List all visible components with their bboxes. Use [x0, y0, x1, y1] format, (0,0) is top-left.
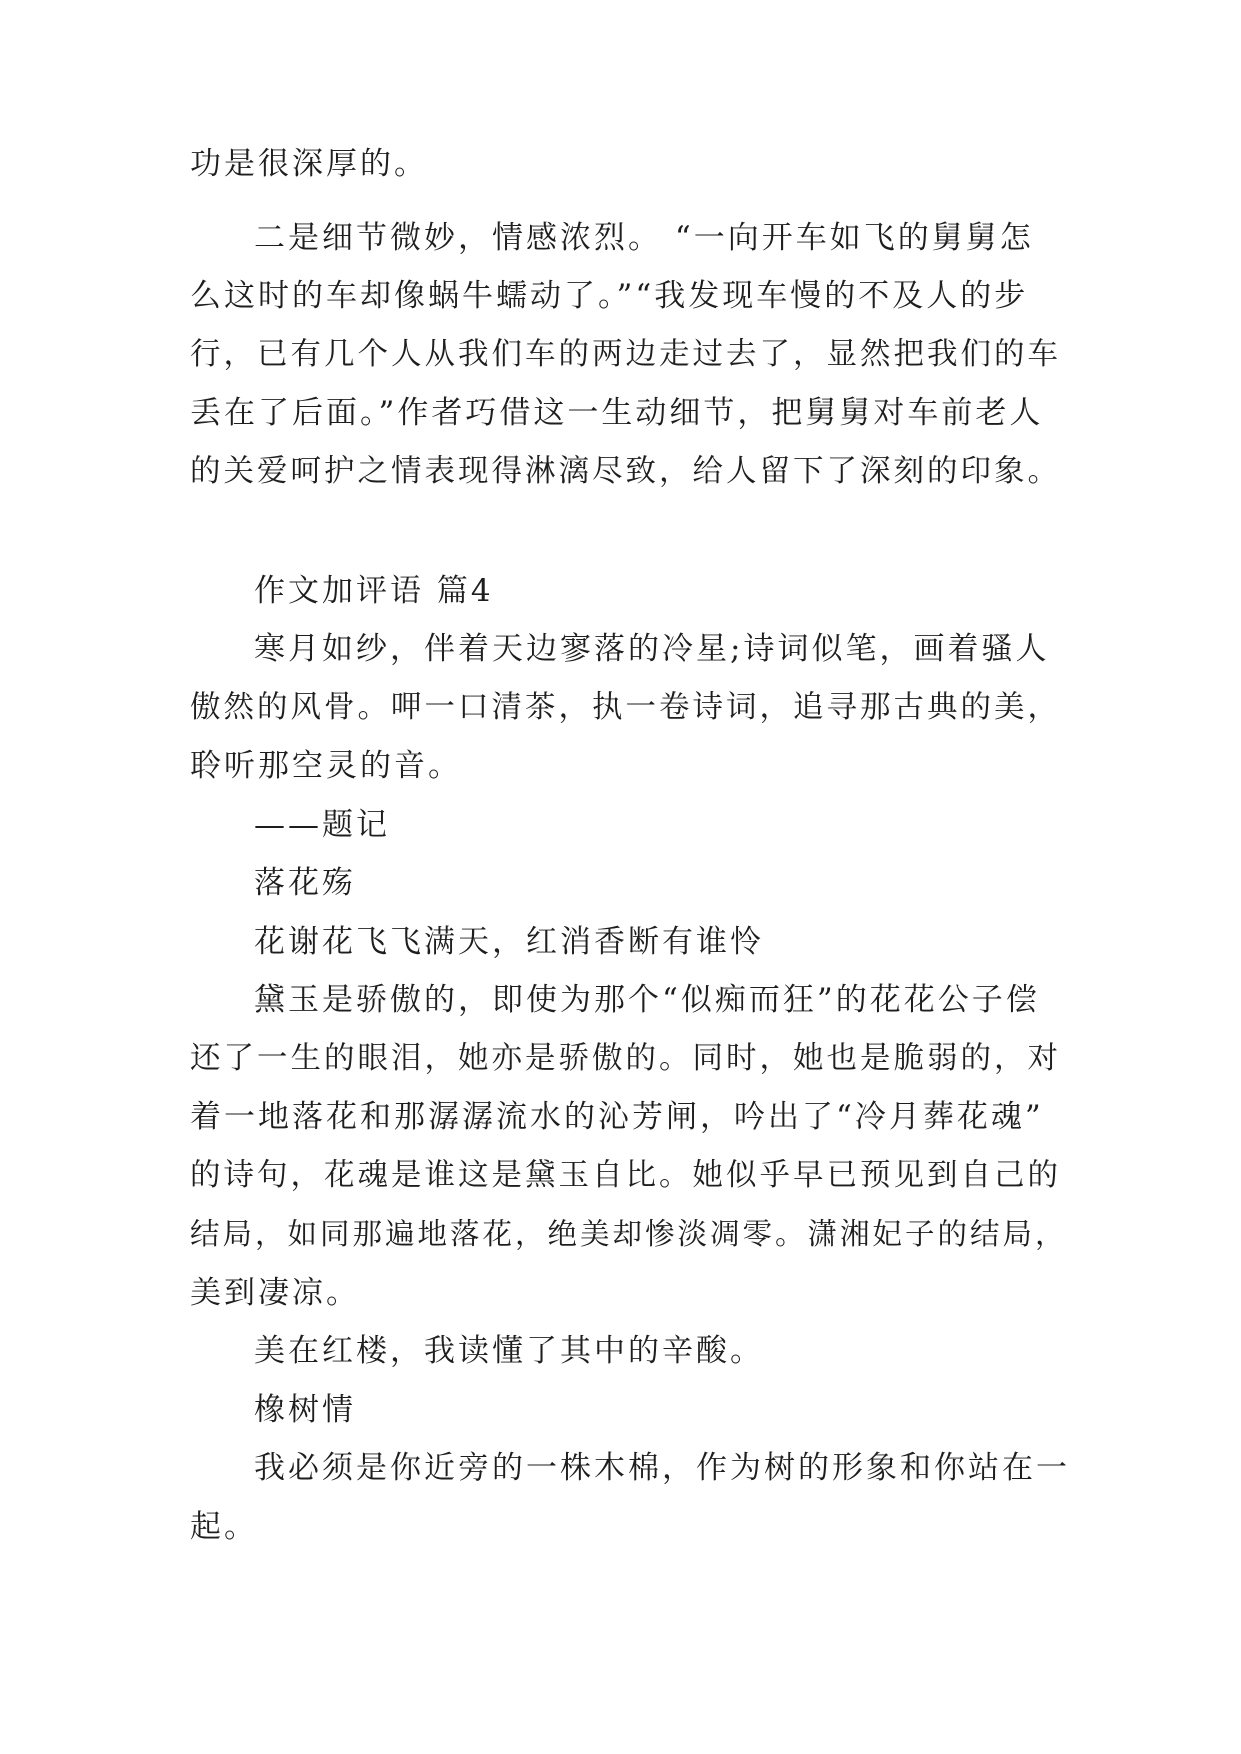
paragraph-line: 傲然的风骨。呷一口清茶，执一卷诗词，追寻那古典的美， [190, 690, 1061, 725]
paragraph-line: 功是很深厚的。 [190, 146, 428, 182]
paragraph-line: 着一地落花和那潺潺流水的沁芳闸，吟出了“冷月葬花魂” [190, 1099, 1044, 1135]
section-heading: 作文加评语 篇4 [254, 573, 494, 609]
paragraph-line: 还了一生的眼泪，她亦是骄傲的。同时，她也是脆弱的，对 [190, 1041, 1061, 1076]
subheading: 橡树情 [254, 1392, 356, 1428]
paragraph-line: 行，已有几个人从我们车的两边走过去了，显然把我们的车 [190, 337, 1061, 372]
paragraph-line: 黛玉是骄傲的，即使为那个“似痴而狂”的花花公子偿 [254, 982, 1040, 1018]
paragraph-line: 结局，如同那遍地落花，绝美却惨淡凋零。潇湘妃子的结局， [190, 1217, 1068, 1251]
paragraph-line: 起。 [190, 1509, 258, 1545]
paragraph-line: 我必须是你近旁的一株木棉，作为树的形象和你站在一 [254, 1450, 1070, 1486]
paragraph-line: 寒月如纱，伴着天边寥落的冷星;诗词似笔，画着骚人 [254, 631, 1050, 667]
paragraph-line: 的诗句，花魂是谁这是黛玉自比。她似乎早已预见到自己的 [190, 1158, 1061, 1193]
paragraph-line: 二是细节微妙，情感浓烈。 “一向开车如飞的舅舅怎 [254, 220, 1034, 256]
paragraph-line: 的关爱呵护之情表现得淋漓尽致，给人留下了深刻的印象。 [190, 454, 1061, 489]
paragraph-line: 么这时的车却像蜗牛蠕动了。”“我发现车慢的不及人的步 [190, 278, 1029, 314]
paragraph-line: 丢在了后面。”作者巧借这一生动细节，把舅舅对车前老人 [190, 395, 1044, 431]
paragraph-line: 美到凄凉。 [190, 1275, 360, 1311]
paragraph-line: 花谢花飞飞满天，红消香断有谁怜 [254, 924, 764, 960]
paragraph-line: 美在红楼，我读懂了其中的辛酸。 [254, 1333, 764, 1369]
paragraph-line: ——题记 [254, 807, 390, 843]
paragraph-line: 聆听那空灵的音。 [190, 748, 462, 784]
subheading: 落花殇 [254, 865, 356, 901]
